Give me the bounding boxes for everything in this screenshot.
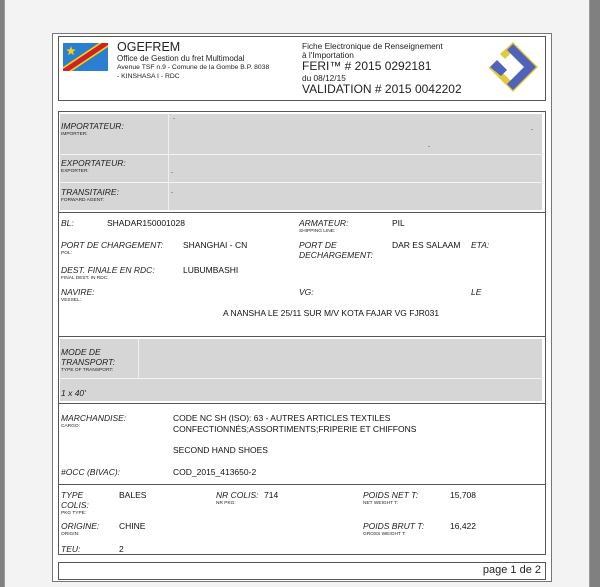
importer-value-1: - [173, 116, 175, 122]
armateur-sub: SHIPPING LINE: [299, 229, 336, 234]
teu-label: TEU: [61, 544, 81, 554]
shipping-remark: A NANSHA LE 25/11 SUR M/V KOTA FAJAR VG FJR031 [223, 308, 440, 318]
pkg-count-value: 714 [264, 490, 279, 500]
transport-section [60, 339, 542, 401]
exporter-sub: EXPORTER: [61, 169, 89, 174]
origin-label: ORIGINE: [61, 521, 100, 531]
cargo-description-1: CODE NC SH (ISO): 63 - AUTRES ARTICLES TEXTILES [173, 413, 391, 423]
occ-label: #OCC (BIVAC): [61, 467, 121, 477]
port-loading-value: SHANGHAI - CN [183, 240, 248, 250]
drc-flag-icon [63, 43, 108, 71]
final-dest-sub: FINAL DEST. IN RDC: [61, 276, 109, 281]
pkg-count-sub: NR PKG: [216, 501, 236, 506]
vessel-sub: VESSEL: [61, 298, 81, 303]
cargo-description-2: CONFECTIONNÉS;ASSORTIMENTS;FRIPERIE ET CHIFFONS [173, 424, 417, 434]
document-page [4, 0, 590, 587]
importer-value-2: - [531, 127, 533, 133]
exporter-value: - [171, 170, 173, 176]
port-loading-label: PORT DE CHARGEMENT: [61, 240, 164, 250]
final-dest-label: DEST. FINALE EN RDC: [61, 265, 155, 275]
importer-sub: IMPORTER: [61, 132, 88, 137]
origin-sub: ORIGIN: [61, 532, 80, 537]
armateur-value: PIL [392, 218, 405, 228]
gross-weight-label: POIDS BRUT T: [363, 521, 425, 531]
net-weight-label: POIDS NET T: [363, 490, 419, 500]
feri-number: FERI™ # 2015 0292181 [302, 59, 432, 73]
forwarder-value: - [171, 190, 173, 196]
pkg-type-label-1: TYPE [61, 490, 84, 500]
feri-sheet [52, 33, 552, 582]
origin-value: CHINE [119, 521, 146, 531]
importer-label: IMPORTATEUR: [61, 121, 124, 131]
teu-value: 2 [119, 544, 124, 554]
agency-name: OGEFREM [117, 40, 181, 54]
port-loading-sub: POL: [61, 251, 72, 256]
page-number: page 1 de 2 [482, 564, 541, 576]
bl-label: BL: [61, 218, 74, 228]
final-dest-value: LUBUMBASHI [183, 265, 239, 275]
cargo-label: MARCHANDISE: [61, 413, 127, 423]
doc-type-line1: Fiche Electronique de Renseignement [302, 41, 443, 51]
vg-label: VG: [299, 287, 314, 297]
eta-label: ETA: [471, 240, 490, 250]
occ-value: COD_2015_413650-2 [173, 467, 257, 477]
net-weight-sub: NET WEIGHT T: [363, 501, 398, 506]
header-box [58, 36, 546, 101]
doc-type-line2: à l'Importation [302, 50, 354, 60]
forwarder-sub: FORWARD AGENT: [61, 198, 104, 203]
vessel-label: NAVIRE: [61, 287, 95, 297]
importer-value-3: - [428, 144, 430, 150]
gross-weight-value: 16,422 [450, 521, 476, 531]
agency-address-line1: Avenue TSF n.9 - Comune de la Gombe B.P. 8038 [117, 64, 270, 71]
validation-number: VALIDATION # 2015 0042202 [302, 82, 462, 96]
armateur-label: ARMATEUR: [299, 218, 349, 228]
pkg-type-sub: PKG TYPE: [61, 511, 87, 516]
parties-section [60, 114, 542, 210]
footer-box [58, 562, 546, 580]
pkg-type-value: BALES [119, 490, 147, 500]
agency-full-name: Office de Gestion du fret Multimodal [117, 54, 245, 63]
feri-date: du 08/12/15 [302, 73, 346, 83]
forwarder-label: TRANSITAIRE: [61, 187, 119, 197]
pkg-count-label: NR COLIS: [216, 490, 259, 500]
port-discharge-label-1: PORT DE [299, 240, 337, 250]
port-discharge-value: DAR ES SALAAM [392, 240, 461, 250]
transport-mode-label-1: MODE DE [61, 347, 101, 357]
le-label: LE [471, 287, 482, 297]
port-discharge-label-2: DECHARGEMENT: [299, 250, 373, 260]
net-weight-value: 15,708 [450, 490, 476, 500]
transport-mode-sub: TYPE OF TRANSPORT: [61, 368, 114, 373]
cargo-goods: SECOND HAND SHOES [173, 445, 268, 455]
agency-address-line2: - KINSHASA I - RDC [117, 73, 180, 80]
gross-weight-sub: GROSS WEIGHT T: [363, 532, 406, 537]
container-value: 1 x 40' [61, 388, 86, 398]
ogefrem-logo-icon [487, 41, 539, 93]
cargo-sub: CARGO: [61, 424, 80, 429]
transport-mode-label-2: TRANSPORT: [61, 357, 115, 367]
pkg-type-label-2: COLIS: [61, 500, 89, 510]
exporter-label: EXPORTATEUR: [61, 158, 126, 168]
bl-value: SHADAR150001028 [107, 218, 185, 228]
